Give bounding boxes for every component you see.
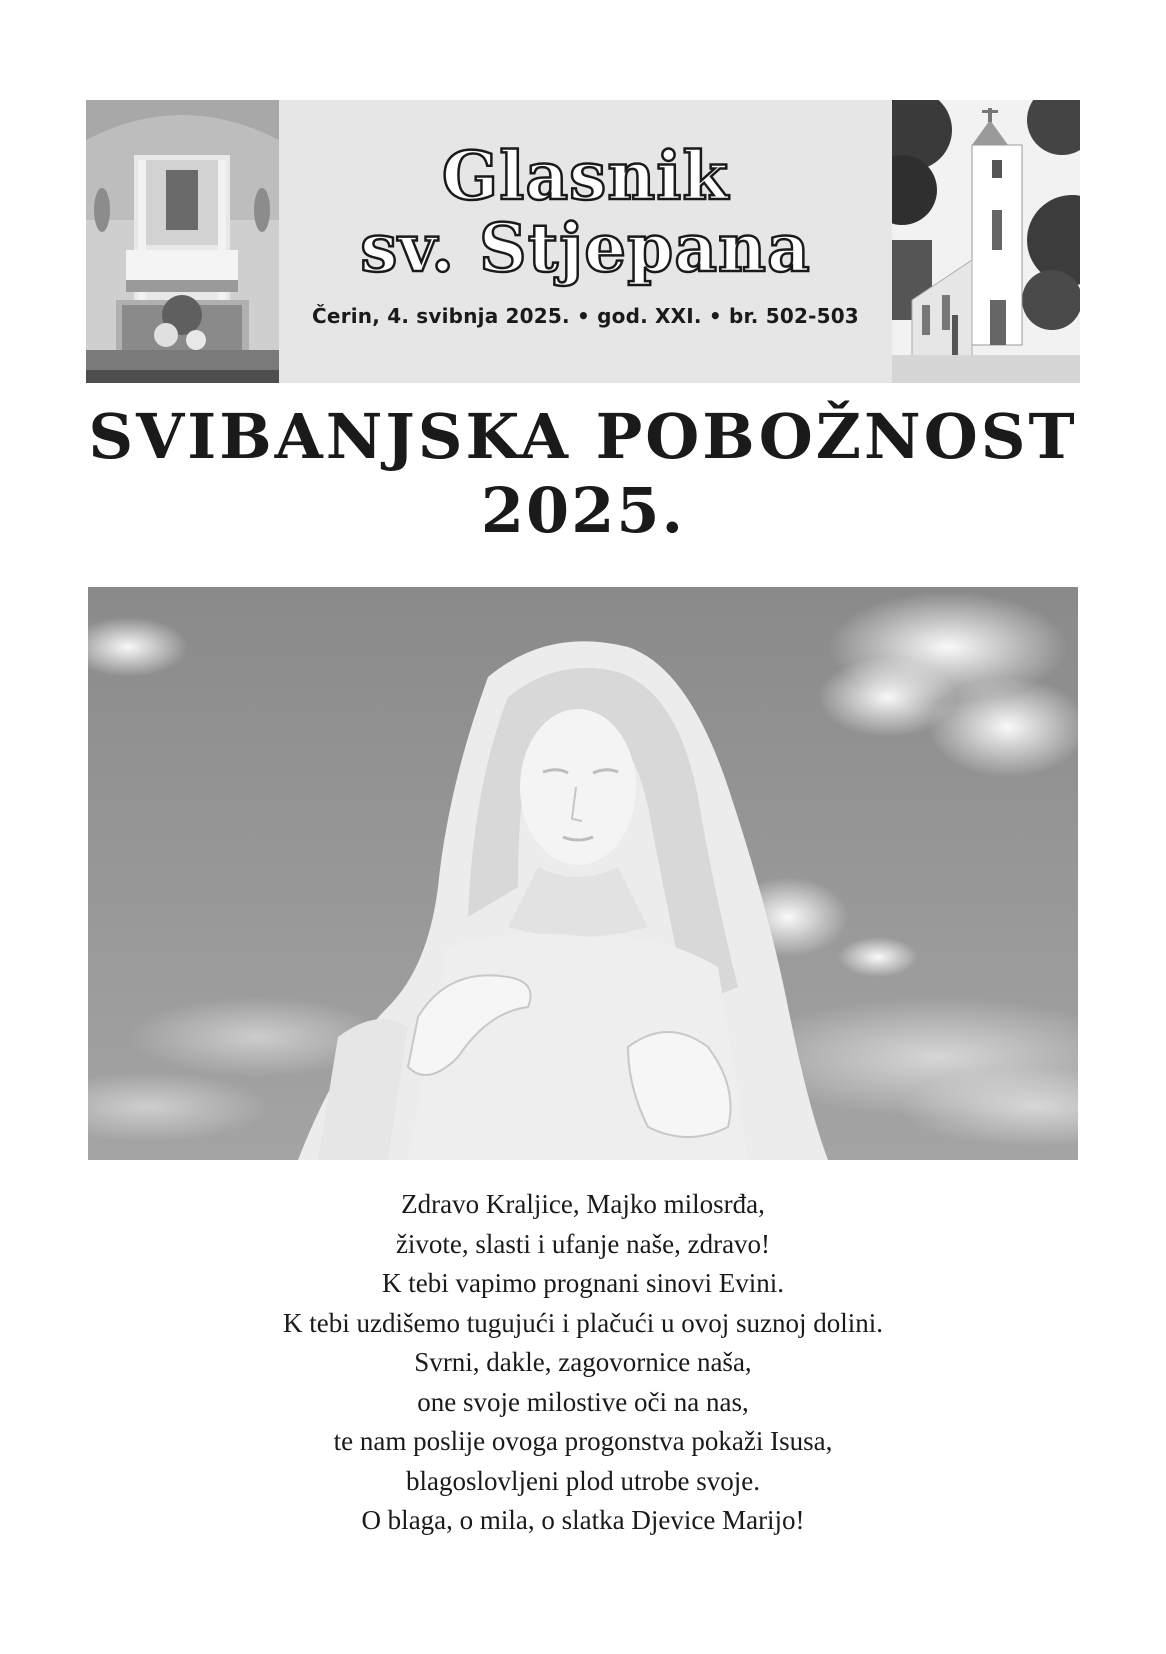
masthead-title-block: [279, 100, 892, 383]
masthead: [86, 100, 1080, 383]
publication-title-line2: sv. Stjepana: [360, 209, 811, 287]
prayer-line: Zdravo Kraljice, Majko milosrđa,: [401, 1189, 765, 1219]
prayer-line: te nam poslije ovoga progonstva pokaži Isusa,: [333, 1426, 833, 1456]
prayer-line: živote, slasti i ufanje naše, zdravo!: [395, 1228, 771, 1259]
prayer-line: O blaga, o mila, o slatka Djevice Marijo!: [361, 1505, 805, 1535]
church-interior-photo: [86, 100, 279, 383]
publication-title-line1: Glasnik: [441, 137, 730, 215]
virgin-mary-statue-photo: [88, 587, 1078, 1160]
prayer-text: [0, 1185, 1166, 1541]
prayer-line: Svrni, dakle, zagovornice naša,: [414, 1347, 752, 1377]
prayer-line: K tebi vapimo prognani sinovi Evini.: [382, 1268, 784, 1298]
church-exterior-photo: [892, 100, 1080, 383]
headline-line2: 2025.: [480, 474, 686, 547]
prayer-line: blagoslovljeni plod utrobe svoje.: [406, 1465, 760, 1496]
issue-info: Čerin, 4. svibnja 2025. • god. XXI. • br. 502-503: [312, 304, 859, 328]
prayer-line: K tebi uzdišemo tugujući i plačući u ovoj suznoj dolini.: [283, 1307, 883, 1338]
headline: [0, 400, 1166, 548]
headline-line1: SVIBANJSKA POBOŽNOST: [88, 400, 1078, 473]
prayer-line: one svoje milostive oči na nas,: [417, 1386, 749, 1417]
